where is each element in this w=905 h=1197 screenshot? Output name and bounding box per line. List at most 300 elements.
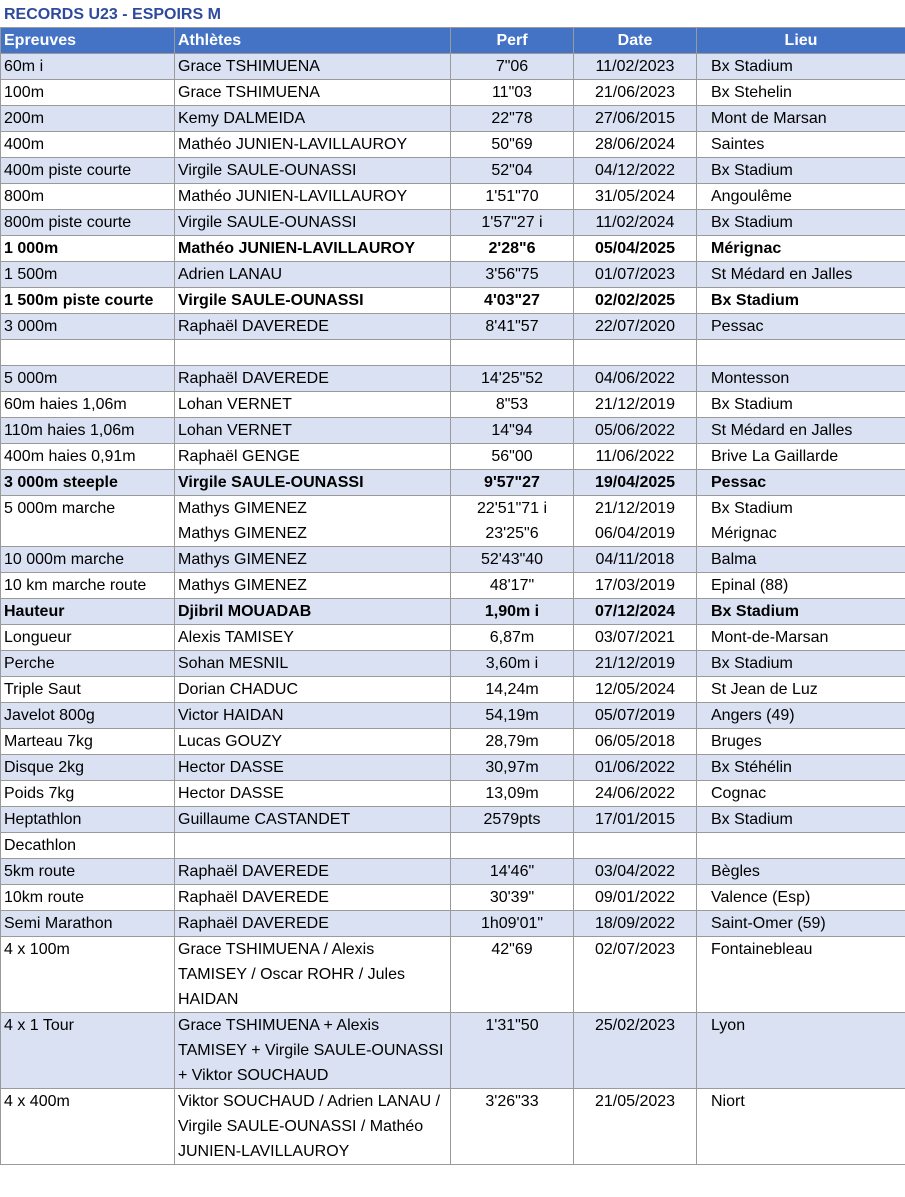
cell-date <box>574 833 697 859</box>
cell-lieu-text: Cognac <box>711 785 767 802</box>
cell-epreuve-text: 60m haies 1,06m <box>4 396 127 413</box>
cell-athlete <box>175 599 451 625</box>
cell-date-text: 22/07/2020 <box>594 318 676 335</box>
cell-date <box>574 314 697 340</box>
cell-epreuve-text: 1 500m piste courte <box>4 292 154 309</box>
cell-epreuve-text: 100m <box>4 84 45 101</box>
cell-athlete-text: Raphaël DAVEREDE <box>178 889 329 906</box>
cell-lieu <box>697 859 905 885</box>
cell-date <box>574 651 697 677</box>
cell-perf-text: 3'26"33 <box>485 1093 539 1110</box>
cell-epreuve <box>1 418 175 444</box>
cell-lieu <box>697 547 905 573</box>
records-table <box>0 27 905 1165</box>
cell-athlete <box>175 1013 451 1089</box>
cell-date-text: 09/01/2022 <box>594 889 676 906</box>
cell-perf-text: 30'39" <box>489 889 535 906</box>
cell-perf <box>451 677 574 703</box>
cell-perf-text: 13,09m <box>485 785 539 802</box>
cell-lieu <box>697 418 905 444</box>
cell-athlete <box>175 288 451 314</box>
cell-perf <box>451 729 574 755</box>
cell-epreuve <box>1 703 175 729</box>
cell-perf-text: 50"69 <box>491 136 533 153</box>
cell-athlete-text: Viktor SOUCHAUD / Adrien LANAU / Virgile SAULE-OUNASSI / Mathéo JUNIEN-LAVILLAUROY <box>178 1093 441 1160</box>
cell-athlete-text: Mathys GIMENEZ <box>178 577 307 594</box>
cell-epreuve-text: Disque 2kg <box>4 759 85 776</box>
cell-athlete-text: Sohan MESNIL <box>178 655 289 672</box>
cell-epreuve-text: 4 x 100m <box>4 941 70 958</box>
cell-lieu-text: Saintes <box>711 136 765 153</box>
cell-epreuve-text: Longueur <box>4 629 72 646</box>
cell-lieu-text: Bx Stadium <box>711 292 800 309</box>
cell-perf-text: 48'17" <box>489 577 535 594</box>
cell-date-text: 05/06/2022 <box>594 422 676 439</box>
cell-lieu-text: Bx Stadium <box>711 162 793 179</box>
cell-perf <box>451 755 574 781</box>
cell-epreuve <box>1 625 175 651</box>
cell-athlete-text: Lohan VERNET <box>178 396 292 413</box>
cell-date-text: 21/12/2019 <box>594 655 676 672</box>
cell-athlete-text: Virgile SAULE-OUNASSI <box>178 474 364 491</box>
cell-date-text: 21/06/2023 <box>594 84 676 101</box>
table-row <box>1 236 905 262</box>
cell-athlete <box>175 340 451 366</box>
header-epreuve: Epreuves <box>1 28 175 54</box>
cell-epreuve-text: 5 000m marche <box>4 500 116 517</box>
cell-athlete-text: Mathys GIMENEZ <box>178 500 307 517</box>
cell-lieu-text: Bègles <box>711 863 760 880</box>
cell-athlete-text: Djibril MOUADAB <box>178 603 312 620</box>
cell-epreuve-text: Marteau 7kg <box>4 733 93 750</box>
table-row <box>1 833 905 859</box>
cell-lieu <box>697 132 905 158</box>
cell-lieu <box>697 937 905 1013</box>
cell-athlete <box>175 807 451 833</box>
cell-athlete <box>175 158 451 184</box>
cell-epreuve-text: Decathlon <box>4 837 77 854</box>
cell-epreuve-text: 800m piste courte <box>4 214 132 231</box>
cell-epreuve <box>1 677 175 703</box>
cell-date <box>574 262 697 288</box>
cell-date <box>574 236 697 262</box>
cell-lieu-text: Bruges <box>711 733 762 750</box>
cell-perf <box>451 625 574 651</box>
table-row <box>1 262 905 288</box>
cell-perf <box>451 132 574 158</box>
cell-lieu <box>697 1089 905 1165</box>
cell-athlete <box>175 651 451 677</box>
cell-date-text: 21/12/2019 <box>594 500 676 517</box>
cell-epreuve <box>1 288 175 314</box>
cell-perf <box>451 599 574 625</box>
cell-athlete <box>175 703 451 729</box>
cell-date <box>574 885 697 911</box>
cell-perf <box>451 547 574 573</box>
table-row <box>1 184 905 210</box>
cell-epreuve <box>1 547 175 573</box>
cell-perf-text: 4'03"27 <box>484 292 540 309</box>
table-row <box>1 418 905 444</box>
cell-athlete-text: Mathéo JUNIEN-LAVILLAUROY <box>178 136 408 153</box>
cell-athlete-text: Virgile SAULE-OUNASSI <box>178 214 357 231</box>
cell-athlete-text: Grace TSHIMUENA <box>178 58 320 75</box>
cell-athlete <box>175 54 451 80</box>
cell-lieu <box>697 210 905 236</box>
cell-lieu-text: Balma <box>711 551 757 568</box>
cell-date <box>574 599 697 625</box>
cell-perf <box>451 210 574 236</box>
cell-date-text-2: 06/04/2019 <box>594 525 676 542</box>
cell-epreuve <box>1 573 175 599</box>
cell-perf-text: 7"06 <box>495 58 529 75</box>
cell-date <box>574 1013 697 1089</box>
cell-date <box>574 444 697 470</box>
cell-perf-text: 30,97m <box>485 759 539 776</box>
cell-perf <box>451 366 574 392</box>
cell-perf <box>451 885 574 911</box>
cell-date-text: 19/04/2025 <box>594 474 676 491</box>
cell-date-text: 18/09/2022 <box>594 915 676 932</box>
table-row <box>1 651 905 677</box>
cell-perf-text: 2579pts <box>483 811 541 828</box>
cell-athlete <box>175 1089 451 1165</box>
cell-athlete-text: Hector DASSE <box>178 759 284 776</box>
cell-epreuve <box>1 340 175 366</box>
table-row <box>1 755 905 781</box>
cell-athlete <box>175 444 451 470</box>
cell-lieu <box>697 755 905 781</box>
cell-date-text: 28/06/2024 <box>594 136 676 153</box>
cell-perf <box>451 158 574 184</box>
cell-lieu <box>697 885 905 911</box>
cell-date <box>574 755 697 781</box>
cell-epreuve <box>1 1089 175 1165</box>
cell-date-text: 11/06/2022 <box>595 448 675 465</box>
cell-athlete-text-2: Mathys GIMENEZ <box>178 525 307 542</box>
cell-athlete-text: Virgile SAULE-OUNASSI <box>178 292 364 309</box>
cell-lieu-text: Bx Stadium <box>711 58 793 75</box>
cell-date-text: 05/07/2019 <box>594 707 676 724</box>
cell-epreuve-text: Semi Marathon <box>4 915 113 932</box>
cell-date <box>574 1089 697 1165</box>
cell-athlete <box>175 132 451 158</box>
cell-lieu-text: Bx Stadium <box>711 811 793 828</box>
table-row <box>1 340 905 366</box>
cell-perf-text: 22"78 <box>491 110 533 127</box>
cell-lieu-text: Valence (Esp) <box>711 889 811 906</box>
cell-athlete <box>175 937 451 1013</box>
cell-epreuve <box>1 262 175 288</box>
cell-date-text: 02/07/2023 <box>594 941 676 958</box>
cell-athlete <box>175 859 451 885</box>
cell-date-text: 04/12/2022 <box>594 162 676 179</box>
cell-date-text: 12/05/2024 <box>594 681 676 698</box>
table-row <box>1 807 905 833</box>
cell-athlete <box>175 418 451 444</box>
cell-date <box>574 703 697 729</box>
table-row <box>1 132 905 158</box>
cell-date-text: 31/05/2024 <box>594 188 676 205</box>
cell-perf <box>451 859 574 885</box>
cell-athlete-text: Raphaël DAVEREDE <box>178 318 329 335</box>
cell-lieu <box>697 781 905 807</box>
cell-epreuve-text: Poids 7kg <box>4 785 75 802</box>
cell-lieu <box>697 262 905 288</box>
cell-perf <box>451 288 574 314</box>
cell-date <box>574 625 697 651</box>
cell-athlete-text: Mathéo JUNIEN-LAVILLAUROY <box>178 240 416 257</box>
table-row <box>1 599 905 625</box>
cell-epreuve-text: Triple Saut <box>4 681 81 698</box>
cell-athlete <box>175 625 451 651</box>
cell-athlete-text: Mathys GIMENEZ <box>178 551 307 568</box>
cell-athlete <box>175 262 451 288</box>
cell-lieu-text: Mérignac <box>711 240 782 257</box>
cell-athlete <box>175 314 451 340</box>
cell-athlete-text: Raphaël DAVEREDE <box>178 915 329 932</box>
cell-date-text: 24/06/2022 <box>594 785 676 802</box>
cell-athlete-text: Grace TSHIMUENA <box>178 84 320 101</box>
cell-lieu-text: Bx Stadium <box>711 603 800 620</box>
cell-perf-text: 52'43"40 <box>480 551 544 568</box>
cell-date <box>574 677 697 703</box>
table-row <box>1 937 905 1013</box>
cell-perf-text: 1'31"50 <box>485 1017 539 1034</box>
cell-date <box>574 496 697 547</box>
cell-athlete-text: Raphaël DAVEREDE <box>178 370 329 387</box>
cell-date-text: 25/02/2023 <box>594 1017 676 1034</box>
cell-epreuve <box>1 496 175 547</box>
cell-epreuve <box>1 833 175 859</box>
cell-athlete-text: Hector DASSE <box>178 785 284 802</box>
header-lieu: Lieu <box>697 28 905 54</box>
cell-epreuve-text: Hauteur <box>4 603 65 620</box>
cell-lieu-text: Bx Stadium <box>711 396 793 413</box>
cell-athlete-text: Virgile SAULE-OUNASSI <box>178 162 357 179</box>
cell-epreuve-text: 4 x 400m <box>4 1093 70 1110</box>
cell-epreuve <box>1 158 175 184</box>
cell-lieu-text: Mont-de-Marsan <box>711 629 829 646</box>
cell-lieu-text: Fontainebleau <box>711 941 813 958</box>
cell-epreuve-text: 400m haies 0,91m <box>4 448 136 465</box>
cell-epreuve-text: 10 000m marche <box>4 551 125 568</box>
cell-perf-text: 14'46" <box>489 863 535 880</box>
cell-date-text: 04/06/2022 <box>594 370 676 387</box>
cell-lieu-text: Brive La Gaillarde <box>711 448 839 465</box>
cell-lieu-text: Bx Stehelin <box>711 84 792 101</box>
cell-perf <box>451 1013 574 1089</box>
cell-lieu-text: Montesson <box>711 370 790 387</box>
cell-athlete <box>175 833 451 859</box>
cell-lieu-text: Lyon <box>711 1017 746 1034</box>
cell-lieu <box>697 288 905 314</box>
table-row <box>1 366 905 392</box>
records-body <box>1 54 905 1165</box>
cell-epreuve-text: 800m <box>4 188 45 205</box>
table-row <box>1 444 905 470</box>
cell-lieu-text: Bx Stadium <box>711 500 793 517</box>
cell-epreuve <box>1 1013 175 1089</box>
cell-lieu <box>697 184 905 210</box>
cell-lieu-text: Mont de Marsan <box>711 110 827 127</box>
cell-date <box>574 184 697 210</box>
cell-lieu <box>697 1013 905 1089</box>
table-row <box>1 573 905 599</box>
cell-epreuve-text: 400m <box>4 136 45 153</box>
cell-epreuve <box>1 80 175 106</box>
cell-date-text: 04/11/2018 <box>595 551 675 568</box>
cell-lieu <box>697 625 905 651</box>
cell-lieu-text: Bx Stéhélin <box>711 759 792 776</box>
cell-epreuve <box>1 470 175 496</box>
cell-athlete-text: Mathéo JUNIEN-LAVILLAUROY <box>178 188 408 205</box>
table-row <box>1 106 905 132</box>
cell-epreuve <box>1 132 175 158</box>
table-row <box>1 625 905 651</box>
cell-epreuve <box>1 859 175 885</box>
cell-lieu <box>697 677 905 703</box>
cell-lieu-text: Bx Stadium <box>711 214 793 231</box>
cell-perf-text: 52"04 <box>491 162 533 179</box>
cell-perf <box>451 496 574 547</box>
cell-epreuve <box>1 314 175 340</box>
cell-athlete <box>175 496 451 547</box>
cell-athlete <box>175 392 451 418</box>
cell-date-text: 11/02/2024 <box>595 214 675 231</box>
cell-date-text: 17/03/2019 <box>594 577 676 594</box>
cell-epreuve-text: 200m <box>4 110 45 127</box>
cell-date-text: 06/05/2018 <box>594 733 676 750</box>
cell-date <box>574 210 697 236</box>
cell-date <box>574 340 697 366</box>
cell-perf-text: 3,60m i <box>485 655 539 672</box>
cell-perf-text: 1'51"70 <box>485 188 539 205</box>
cell-epreuve-text: 10km route <box>4 889 85 906</box>
cell-perf <box>451 937 574 1013</box>
cell-athlete <box>175 236 451 262</box>
cell-lieu <box>697 314 905 340</box>
cell-epreuve <box>1 210 175 236</box>
cell-date <box>574 807 697 833</box>
cell-epreuve-text: 60m i <box>4 58 44 75</box>
cell-lieu-text: Pessac <box>711 474 767 491</box>
cell-epreuve <box>1 392 175 418</box>
cell-date-text: 02/02/2025 <box>594 292 676 309</box>
cell-athlete-text: Lucas GOUZY <box>178 733 283 750</box>
cell-perf-text: 8"53 <box>495 396 529 413</box>
cell-epreuve <box>1 937 175 1013</box>
table-row <box>1 1089 905 1165</box>
cell-date-text: 17/01/2015 <box>594 811 676 828</box>
cell-date-text: 07/12/2024 <box>594 603 676 620</box>
cell-date-text: 21/05/2023 <box>594 1093 676 1110</box>
table-row <box>1 392 905 418</box>
cell-epreuve-text: 4 x 1 Tour <box>4 1017 74 1034</box>
cell-date-text: 21/12/2019 <box>594 396 676 413</box>
table-row <box>1 547 905 573</box>
cell-lieu-text: Angers (49) <box>711 707 795 724</box>
cell-date-text: 03/07/2021 <box>594 629 676 646</box>
cell-perf <box>451 340 574 366</box>
cell-athlete <box>175 729 451 755</box>
cell-perf <box>451 911 574 937</box>
cell-perf <box>451 444 574 470</box>
cell-athlete <box>175 80 451 106</box>
cell-date <box>574 859 697 885</box>
cell-epreuve-text: 110m haies 1,06m <box>4 422 135 439</box>
cell-date-text: 01/07/2023 <box>594 266 676 283</box>
cell-athlete <box>175 781 451 807</box>
cell-perf-text: 8'41"57 <box>485 318 539 335</box>
cell-date <box>574 288 697 314</box>
table-row <box>1 470 905 496</box>
cell-athlete-text: Grace TSHIMUENA + Alexis TAMISEY + Virgile SAULE-OUNASSI + Viktor SOUCHAUD <box>178 1017 444 1084</box>
cell-perf <box>451 184 574 210</box>
cell-perf <box>451 573 574 599</box>
cell-perf-text: 14,24m <box>485 681 539 698</box>
cell-epreuve <box>1 184 175 210</box>
cell-date <box>574 158 697 184</box>
cell-date <box>574 781 697 807</box>
cell-epreuve-text: 5 000m <box>4 370 58 387</box>
table-row <box>1 158 905 184</box>
cell-lieu <box>697 236 905 262</box>
cell-lieu-text: St Jean de Luz <box>711 681 818 698</box>
cell-lieu <box>697 807 905 833</box>
cell-date <box>574 729 697 755</box>
cell-date-text: 11/02/2023 <box>595 58 675 75</box>
cell-perf <box>451 314 574 340</box>
cell-date <box>574 573 697 599</box>
cell-athlete-text: Dorian CHADUC <box>178 681 299 698</box>
cell-epreuve <box>1 106 175 132</box>
cell-perf <box>451 703 574 729</box>
table-row <box>1 729 905 755</box>
cell-lieu-text: Epinal (88) <box>711 577 789 594</box>
cell-athlete <box>175 470 451 496</box>
table-row <box>1 288 905 314</box>
cell-epreuve-text: 10 km marche route <box>4 577 147 594</box>
cell-lieu <box>697 106 905 132</box>
cell-athlete-text: Kemy DALMEIDA <box>178 110 306 127</box>
cell-perf <box>451 80 574 106</box>
cell-perf-text: 1,90m i <box>484 603 540 620</box>
table-row <box>1 859 905 885</box>
cell-perf-text: 42"69 <box>491 941 533 958</box>
header-perf: Perf <box>451 28 574 54</box>
cell-perf <box>451 418 574 444</box>
cell-lieu <box>697 158 905 184</box>
cell-athlete-text: Victor HAIDAN <box>178 707 284 724</box>
cell-perf <box>451 781 574 807</box>
cell-perf-text: 1h09'01" <box>480 915 544 932</box>
cell-athlete <box>175 547 451 573</box>
cell-perf <box>451 106 574 132</box>
cell-lieu <box>697 366 905 392</box>
header-row <box>1 28 905 54</box>
cell-perf-text: 14'25"52 <box>480 370 544 387</box>
cell-athlete <box>175 755 451 781</box>
page-title: RECORDS U23 - ESPOIRS M <box>4 6 221 23</box>
table-row <box>1 496 905 547</box>
cell-epreuve <box>1 236 175 262</box>
cell-epreuve-text: 1 000m <box>4 240 59 257</box>
cell-perf <box>451 1089 574 1165</box>
table-row <box>1 54 905 80</box>
cell-epreuve-text: 400m piste courte <box>4 162 132 179</box>
cell-epreuve <box>1 366 175 392</box>
